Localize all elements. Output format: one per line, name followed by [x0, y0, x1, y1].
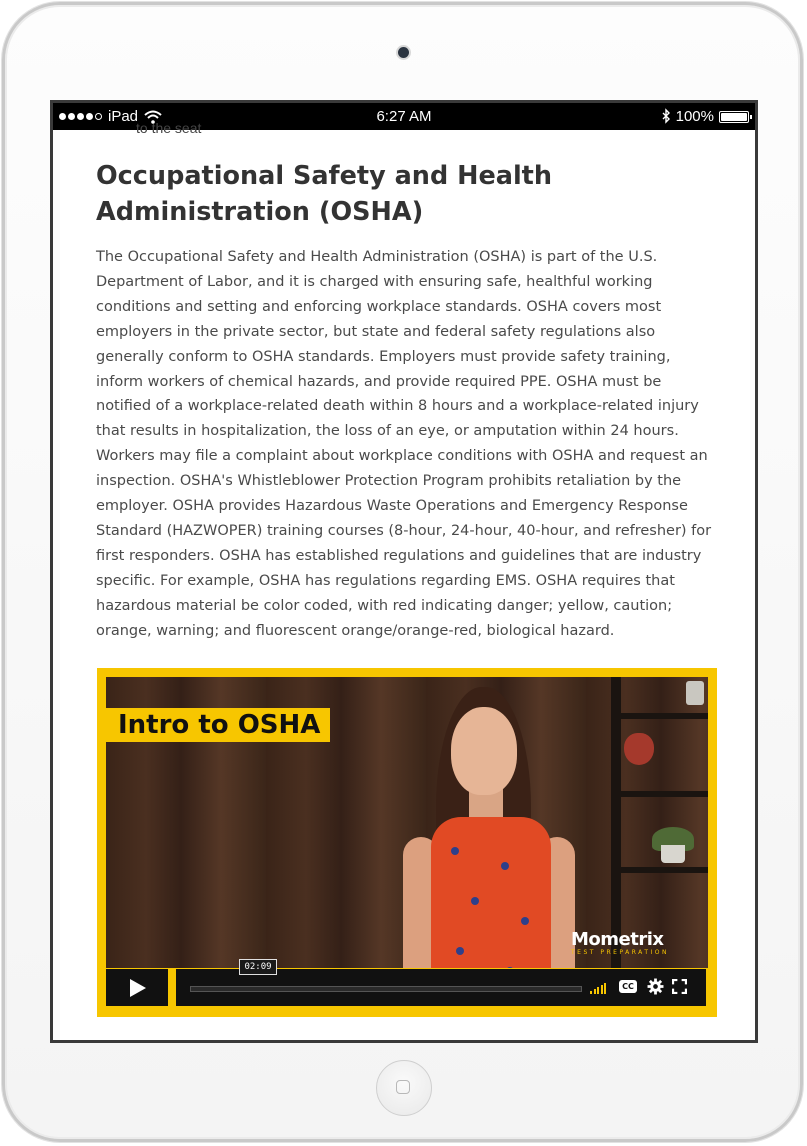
- fullscreen-icon[interactable]: [672, 979, 687, 994]
- brand-tagline: TEST PREPARATION: [571, 949, 669, 956]
- video-controls: [106, 962, 708, 1008]
- battery-fill: [721, 113, 747, 121]
- front-camera: [398, 47, 409, 58]
- presenter: [391, 687, 601, 987]
- volume-bar: [597, 987, 599, 994]
- volume-bar: [590, 991, 592, 994]
- time-tooltip: 02:09: [239, 959, 277, 975]
- bluetooth-icon: [662, 109, 671, 124]
- shelf: [611, 791, 708, 797]
- video-frame[interactable]: [106, 677, 708, 1008]
- shelf: [611, 867, 708, 873]
- dress-pattern: [456, 947, 464, 955]
- cut-off-text: to the seat: [136, 120, 202, 136]
- dress-pattern: [471, 897, 479, 905]
- home-button-square-icon: [396, 1080, 410, 1094]
- home-button[interactable]: [376, 1060, 432, 1116]
- play-button[interactable]: [106, 969, 168, 1006]
- screen: [50, 100, 758, 1043]
- dress-pattern: [451, 847, 459, 855]
- control-bar: [176, 962, 706, 1006]
- closed-captions-icon[interactable]: CC: [619, 980, 637, 993]
- volume-bar: [594, 989, 596, 994]
- article-title: Occupational Safety and Health Administration (OSHA): [96, 161, 553, 227]
- article-body: The Occupational Safety and Health Administration (OSHA) is part of the U.S. Department of Labor, and it is charged with ensuring safe, healthful working conditions and setting and enforcing workplace standards. OSHA covers most employers in the private sector, but state and federal safety regulations also generally conform to OSHA standards. Employers must provide safety training, inform workers of chemical hazards, and provide required PPE. OSHA must be notified of a workplace-related death within 8 hours and a workplace-related injury that results in hospitalization, the loss of an eye, or amputation within 24 hours. Workers may file a complaint about workplace conditions with OSHA and request an inspection. OSHA's Whistleblower Protection Program prohibits retaliation by the employer. OSHA provides Hazardous Waste Operations and Emergency Response Standard (HAZWOPER) training courses (8-hour, 24-hour, 40-hour, and refresher) for first responders. OSHA has established regulations and guidelines that are industry specific. For example, OSHA has regulations regarding EMS. OSHA requires that hazardous material be color coded, with red indicating danger; yellow, caution; orange, warning; and fluorescent orange/orange-red, biological hazard.: [96, 249, 712, 639]
- plant-pot: [661, 845, 685, 863]
- video-title: Intro to OSHA: [106, 708, 330, 742]
- jar: [686, 681, 704, 705]
- volume-bar: [604, 983, 606, 994]
- video-player[interactable]: [97, 668, 717, 1017]
- progress-bar[interactable]: [190, 986, 582, 992]
- battery-tip: [750, 115, 752, 119]
- status-time: 6:27 AM: [376, 108, 432, 125]
- status-right: [662, 108, 749, 125]
- shelf: [611, 713, 708, 719]
- volume-bar: [601, 985, 603, 994]
- gear-icon[interactable]: [647, 978, 664, 995]
- presenter-face: [451, 707, 517, 795]
- mometrix-logo: [571, 929, 669, 956]
- battery-icon: [719, 111, 749, 123]
- carrier-label: iPad: [108, 108, 139, 125]
- brand-name: Mometrix: [571, 929, 664, 950]
- dress-pattern: [521, 917, 529, 925]
- play-icon: [130, 979, 146, 997]
- battery-percent: 100%: [675, 108, 714, 125]
- heart-model: [624, 733, 654, 765]
- volume-icon[interactable]: [590, 982, 606, 994]
- dress-pattern: [501, 862, 509, 870]
